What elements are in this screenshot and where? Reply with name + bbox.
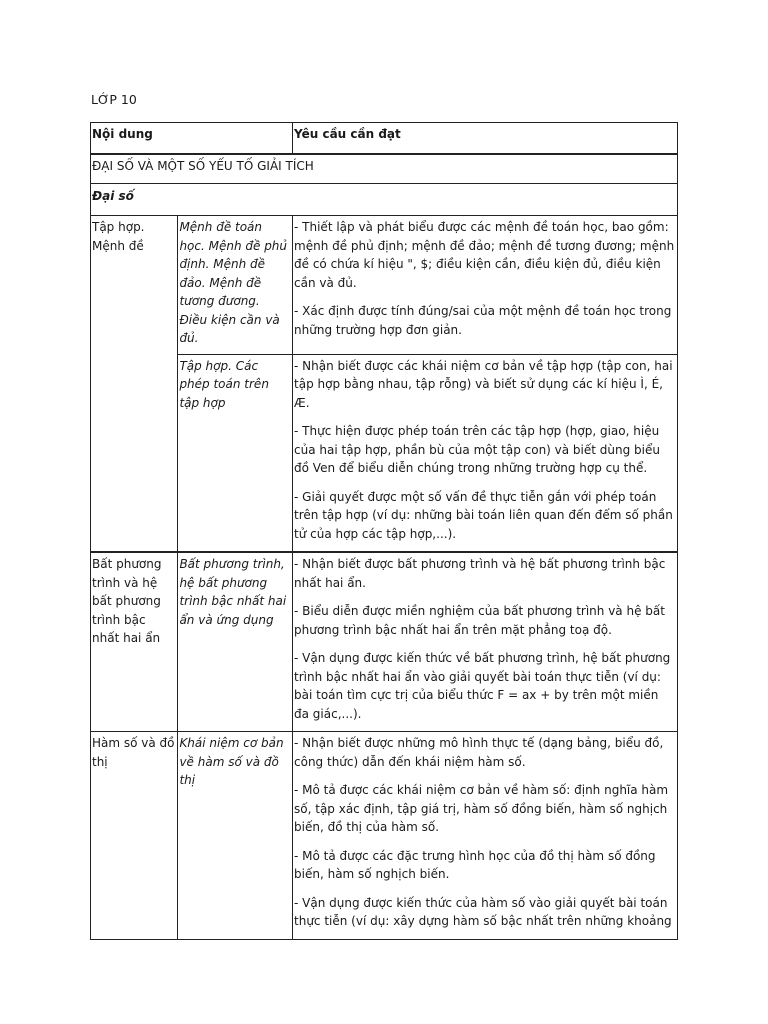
requirement-item: - Biểu diễn được miền nghiệm của bất phương trình và hệ bất phương trình bậc nhất hai ẩn trên mặt phẳng toạ độ. [294, 604, 665, 637]
curriculum-table-wrapper [90, 122, 678, 928]
requirements-cell [293, 552, 678, 732]
requirement-item: - Mô tả được các khái niệm cơ bản về hàm số: định nghĩa hàm số, tập xác định, tập giá trị, hàm số đồng biến, hàm số nghịch biến, đồ thị của hàm số. [294, 783, 669, 834]
curriculum-table [90, 122, 678, 940]
requirement-item: - Vận dụng được kiến thức của hàm số vào giải quyết bài toán thực tiễn (ví dụ: xây dựng hàm số bậc nhất trên những khoảng [294, 895, 672, 928]
requirement-item: - Nhận biết được các khái niệm cơ bản về tập hợp (tập con, hai tập hợp bằng nhau, tập rỗng) và biết sử dụng các kí hiệu Ì, É, Æ. [294, 358, 673, 410]
requirement-item: - Xác định được tính đúng/sai của một mệnh đề toán học trong những trường hợp đơn giản. [294, 304, 672, 337]
requirement-item: - Thực hiện được phép toán trên các tập hợp (hợp, giao, hiệu của hai tập hợp, phần bù của một tập con) và biết dùng biểu đồ Ven để biểu diễn chúng trong những trường hợp cụ thể. [294, 424, 660, 475]
page-heading: LỚP 10 [91, 92, 137, 107]
requirement-item: - Nhận biết được bất phương trình và hệ bất phương trình bậc nhất hai ẩn. [294, 557, 666, 590]
table-header-row [91, 123, 678, 155]
main-topic-cell: Bất phương trình và hệ bất phương trình bậc nhất hai ẩn [91, 552, 178, 732]
main-topic-cell: Tập hợp. Mệnh đề [91, 216, 178, 553]
requirement-item: - Vận dụng được kiến thức về bất phương trình, hệ bất phương trình bậc nhất hai ẩn vào giải quyết bài toán thực tiễn (ví dụ: bài toán tìm cực trị của biểu thức F = ax + by trên một miền đa giác,...). [294, 651, 671, 721]
subsection-row [91, 184, 678, 216]
main-topic-cell: Hàm số và đồ thị [91, 732, 178, 940]
requirement-item: - Thiết lập và phát biểu được các mệnh đề toán học, bao gồm: mệnh đề phủ định; mệnh đề đảo; mệnh đề tương đương; mệnh đề có chứa kí hiệu ", $; điều kiện cần, điều kiện đủ, điều kiện cần và đủ. [294, 220, 675, 290]
sub-topic-cell: Bất phương trình, hệ bất phương trình bậc nhất hai ẩn và ứng dụng [178, 552, 293, 732]
table-row [91, 216, 678, 355]
sub-topic-cell: Khái niệm cơ bản về hàm số và đồ thị [178, 732, 293, 940]
table-row [91, 732, 678, 940]
section-row [91, 154, 678, 184]
sub-topic-cell: Tập hợp. Các phép toán trên tập hợp [178, 354, 293, 552]
requirement-item: - Nhận biết được những mô hình thực tế (dạng bảng, biểu đồ, công thức) dẫn đến khái niệm hàm số. [294, 736, 664, 769]
table-row [91, 552, 678, 732]
requirements-cell [293, 354, 678, 552]
section-title: ĐẠI SỐ VÀ MỘT SỐ YẾU TỐ GIẢI TÍCH [91, 154, 678, 184]
requirements-cell [293, 732, 678, 940]
subsection-title: Đại số [91, 184, 678, 216]
header-requirements: Yêu cầu cần đạt [293, 123, 678, 155]
sub-topic-cell: Mệnh đề toán học. Mệnh đề phủ định. Mệnh đề đảo. Mệnh đề tương đương. Điều kiện cần và đủ. [178, 216, 293, 355]
table-row [91, 354, 678, 552]
requirements-cell [293, 216, 678, 355]
requirement-item: - Giải quyết được một số vấn đề thực tiễn gắn với phép toán trên tập hợp (ví dụ: những bài toán liên quan đến đếm số phần tử của hợp các tập hợp,...). [294, 489, 673, 541]
header-content: Nội dung [91, 123, 293, 155]
requirement-item: - Mô tả được các đặc trưng hình học của đồ thị hàm số đồng biến, hàm số nghịch biến. [294, 848, 656, 881]
